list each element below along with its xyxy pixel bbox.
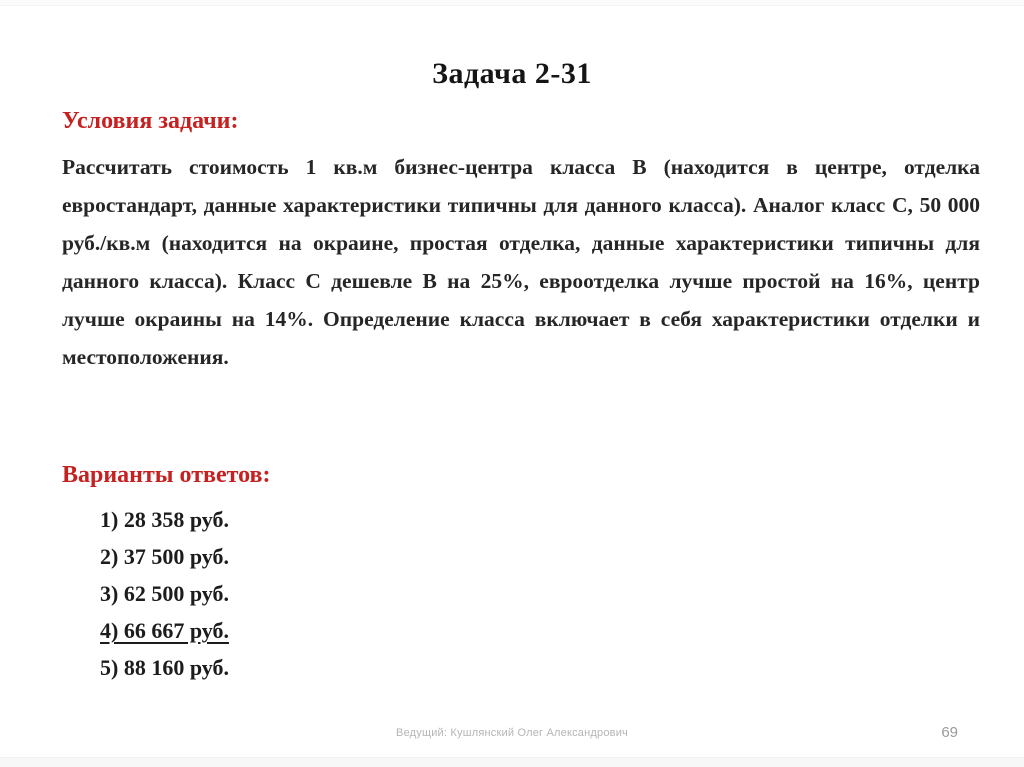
- conditions-heading: Условия задачи:: [62, 108, 239, 134]
- slide-bottom-edge: [0, 757, 1024, 767]
- answers-heading: Варианты ответов:: [62, 462, 271, 488]
- answer-item-4: [100, 612, 1024, 649]
- answer-label: 4) 66 667 руб.: [100, 618, 229, 643]
- answer-label: 2) 37 500 руб.: [100, 544, 229, 569]
- answer-label: 5) 88 160 руб.: [100, 655, 229, 680]
- answer-label: 3) 62 500 руб.: [100, 581, 229, 606]
- slide-top-edge: [0, 0, 1024, 6]
- answer-item-2: [100, 538, 1024, 575]
- slide-title: Задача 2-31: [432, 57, 592, 90]
- answer-label: 1) 28 358 руб.: [100, 507, 229, 532]
- answer-item-1: [100, 501, 1024, 538]
- conditions-text: Рассчитать стоимость 1 кв.м бизнес-центра класса В (находится в центре, отделка евростандарт, данные характеристики типичны для данного класса). Аналог класс С, 50 000 руб./кв.м (находится на окраине, простая отделка, данные характеристики типичны для данного класса). Класс С дешевле В на 25%, евроотделка лучше простой на 16%, центр лучше окраины на 14%. Определение класса включает в себя характеристики отделки и местоположения.: [62, 155, 980, 369]
- footer-presenter-text: Ведущий: Кушлянский Олег Александрович: [396, 727, 628, 739]
- footer-page-number: 69: [941, 724, 958, 741]
- answers-list: [0, 501, 1024, 686]
- answer-item-5: [100, 649, 1024, 686]
- answer-item-3: [100, 575, 1024, 612]
